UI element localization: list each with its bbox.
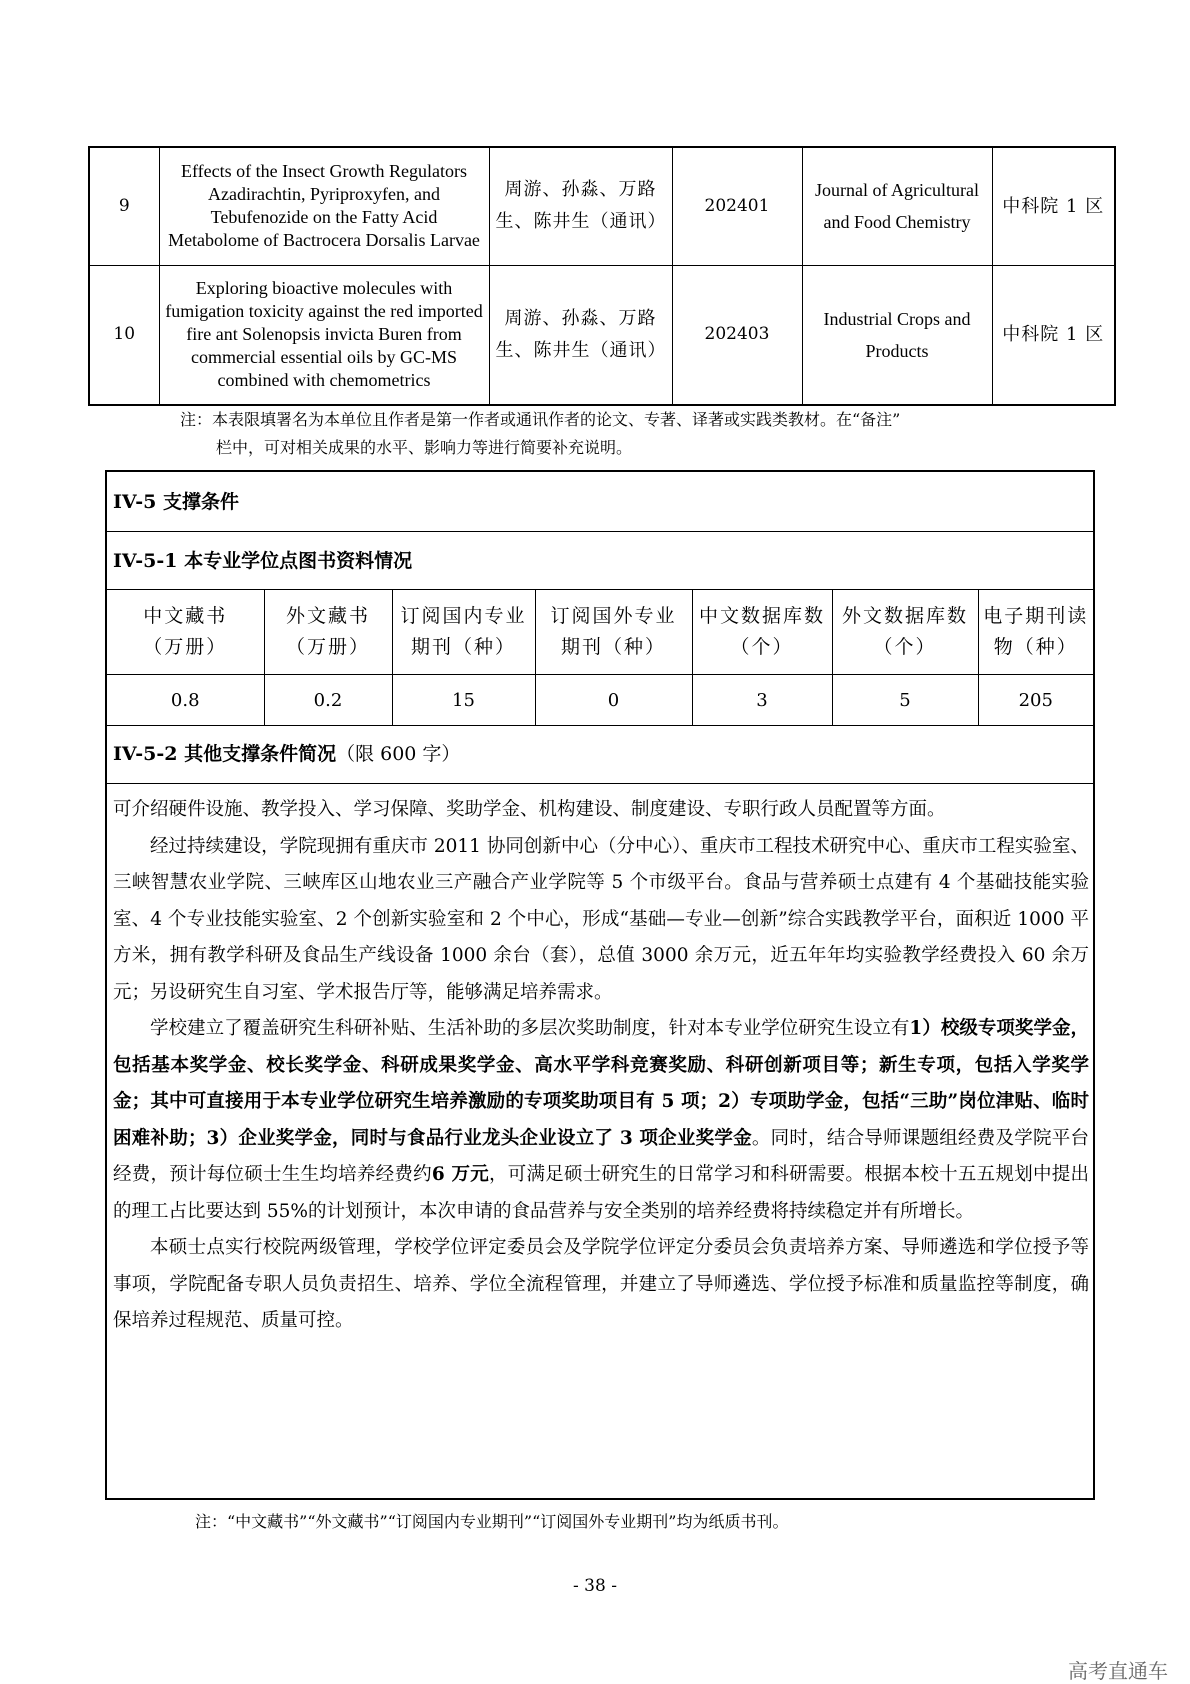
stats-value: 5 bbox=[832, 675, 978, 726]
papers-table bbox=[88, 146, 1116, 406]
page-number: - 38 - bbox=[573, 1576, 617, 1596]
platforms-paragraph: 经过持续建设，学院现拥有重庆市 2011 协同创新中心（分中心）、重庆市工程技术研究中心、重庆市工程实验室、三峡智慧农业学院、三峡库区山地农业三产融合产业学院等 5 个市级平台。食品与营养硕士点建有 4 个基础技能实验室、4 个专业技能实验室、2 个创新实验室和 2 个中心，形成“基础—专业—创新”综合实践教学平台，面积近 1000 平方米，拥有教学科研及食品生产线设备 1000 余台（套），总值 3000 余万元，近五年年均实验教学经费投入 60 余万元；另设研究生自习室、学术报告厅等，能够满足培养需求。 bbox=[113, 835, 1089, 1003]
paper-index: 9 bbox=[89, 147, 159, 265]
paper-title: Effects of the Insect Growth Regulators Azadirachtin, Pyriproxyfen, and Tebufenozide on the Fatty Acid Metabolome of Bactrocera Dorsalis Larvae bbox=[159, 147, 489, 265]
stats-value: 3 bbox=[692, 675, 832, 726]
scholarship-text: 。同时，结合导师课题组经费及学院平台经费，预计每位硕士生生均培养经费约 bbox=[113, 1127, 1089, 1185]
table-row bbox=[89, 265, 1115, 405]
scholarship-text: ，可满足硕士研究生的日常学习和科研需要。根据本校十五五规划中提出的理工占比要达到 55%的计划预计，本次申请的食品营养与安全类别的培养经费将持续稳定并有所增长。 bbox=[113, 1164, 1089, 1222]
paper-journal: Journal of Agricultural and Food Chemistry bbox=[802, 147, 992, 265]
table-row bbox=[89, 147, 1115, 265]
management-paragraph: 本硕士点实行校院两级管理，学校学位评定委员会及学院学位评定分委员会负责培养方案、导师遴选和学位授予等事项，学院配备专职人员负责招生、培养、学位全流程管理，并建立了导师遴选、学位授予标准和质量监控等制度，确保培养过程规范、质量可控。 bbox=[113, 1237, 1089, 1331]
subsection-title-library: IV-5-1 本专业学位点图书资料情况 bbox=[107, 532, 1093, 590]
stats-value: 0.8 bbox=[107, 675, 264, 726]
scholarship-bold-text: 1）校级专项奖学金，包括基本奖学金、校长奖学金、科研成果奖学金、高水平学科竞赛奖励、科研创新项目等；新生专项，包括入学奖学金；其中可直接用于本专业学位研究生培养激励的专项奖助项目有 5 项；2）专项助学金，包括“三助”岗位津贴、临时困难补助；3）企业奖学金，同时与食品行业龙头企业设立了 3 项企业奖学金 bbox=[113, 1018, 1089, 1149]
stats-value: 0.2 bbox=[264, 675, 392, 726]
table-note-line2: 栏中，可对相关成果的水平、影响力等进行简要补充说明。 bbox=[216, 438, 633, 457]
paper-date: 202401 bbox=[672, 147, 802, 265]
stats-value-row bbox=[107, 675, 1093, 726]
stats-header: 订阅国内专业期刊（种） bbox=[392, 590, 535, 675]
scholarship-text: 学校建立了覆盖研究生科研补贴、生活补助的多层次奖助制度，针对本专业学位研究生设立有 bbox=[150, 1018, 910, 1039]
word-limit: （限 600 字） bbox=[336, 743, 461, 765]
stats-header: 中文数据库数（个） bbox=[692, 590, 832, 675]
stats-header: 中文藏书（万册） bbox=[107, 590, 264, 675]
section-title: IV-5 支撑条件 bbox=[107, 472, 1093, 532]
stats-header: 外文数据库数（个） bbox=[832, 590, 978, 675]
paper-authors: 周游、孙淼、万路生、陈井生（通讯） bbox=[489, 265, 672, 405]
intro-paragraph: 可介绍硬件设施、教学投入、学习保障、奖助学金、机构建设、制度建设、专职行政人员配置等方面。 bbox=[113, 799, 946, 820]
stats-value: 0 bbox=[535, 675, 692, 726]
stats-header: 电子期刊读物（种） bbox=[978, 590, 1093, 675]
paper-date: 202403 bbox=[672, 265, 802, 405]
table-note bbox=[180, 406, 1080, 462]
paper-grade: 中科院 1 区 bbox=[992, 265, 1115, 405]
stats-value: 205 bbox=[978, 675, 1093, 726]
table-note-line1: 注：本表限填署名为本单位且作者是第一作者或通讯作者的论文、专著、译著或实践类教材。在“备注” bbox=[180, 410, 901, 429]
subsection-title-other-text: IV-5-2 其他支撑条件简况 bbox=[113, 743, 337, 765]
stats-header-row bbox=[107, 590, 1093, 675]
paper-authors: 周游、孙淼、万路生、陈井生（通讯） bbox=[489, 147, 672, 265]
watermark: 高考直通车 bbox=[1068, 1659, 1168, 1683]
stats-header: 订阅国外专业期刊（种） bbox=[535, 590, 692, 675]
paper-title: Exploring bioactive molecules with fumigation toxicity against the red imported fire ant Solenopsis invicta Buren from commercial essential oils by GC-MS combined with chemometrics bbox=[159, 265, 489, 405]
stats-value: 15 bbox=[392, 675, 535, 726]
scholarship-paragraph bbox=[113, 1011, 1089, 1230]
stats-header: 外文藏书（万册） bbox=[264, 590, 392, 675]
library-stats-table bbox=[107, 590, 1093, 726]
paper-journal: Industrial Crops and Products bbox=[802, 265, 992, 405]
library-note: 注：“中文藏书”“外文藏书”“订阅国内专业期刊”“订阅国外专业期刊”均为纸质书刊。 bbox=[195, 1512, 789, 1531]
funding-amount: 6 万元 bbox=[431, 1164, 489, 1185]
paper-index: 10 bbox=[89, 265, 159, 405]
subsection-title-other bbox=[107, 724, 1093, 784]
paper-grade: 中科院 1 区 bbox=[992, 147, 1115, 265]
support-description bbox=[113, 792, 1089, 1340]
support-conditions-section bbox=[105, 470, 1095, 1500]
